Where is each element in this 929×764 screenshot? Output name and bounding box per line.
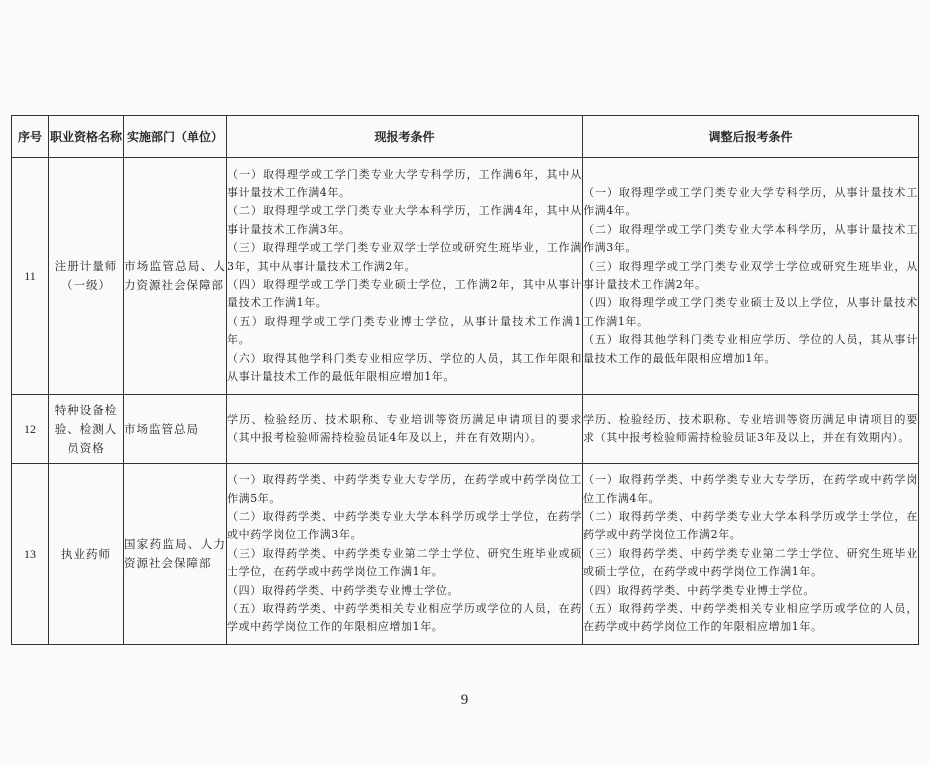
- table-row: [12, 464, 919, 645]
- adjusted-conditions: [583, 158, 919, 395]
- condition-item: （四）取得药学类、中药学类专业博士学位。: [227, 583, 459, 597]
- condition-item: （三）取得理学或工学门类专业双学士学位或研究生班毕业，工作满3年，其中从事计量技术工作满2年。: [227, 241, 582, 273]
- condition-item: 学历、检验经历、技术职称、专业培训等资历满足申请项目的要求（其中报考检验师需持检验员证4年及以上，并在有效期内）。: [227, 412, 582, 444]
- condition-item: （一）取得药学类、中药学类专业大专学历，在药学或中药学岗位工作满5年。: [227, 473, 582, 505]
- header-name: 职业资格名称: [49, 116, 124, 158]
- qualification-name: 特种设备检验、检测人员资格: [49, 395, 124, 464]
- condition-item: 学历、检验经历、技术职称、专业培训等资历满足申请项目的要求（其中报考检验师需持检验员证3年及以上，并在有效期内）。: [583, 412, 918, 444]
- header-current-conditions: 现报考条件: [227, 116, 583, 158]
- condition-item: （五）取得药学类、中药学类相关专业相应学历或学位的人员，在药学或中药学岗位工作的年限相应增加1年。: [227, 602, 582, 634]
- condition-item: （一）取得理学或工学门类专业大学专科学历，从事计量技术工作满4年。: [583, 185, 918, 218]
- current-conditions: [227, 158, 583, 395]
- condition-item: （一）取得理学或工学门类专业大学专科学历，工作满6年，其中从事计量技术工作满4年。: [227, 167, 582, 199]
- department: 市场监管总局: [124, 395, 227, 464]
- condition-item: （一）取得药学类、中药学类专业大专学历，在药学或中药学岗位工作满4年。: [583, 473, 918, 505]
- adjusted-conditions: [583, 464, 919, 645]
- row-number: 11: [12, 158, 49, 395]
- condition-item: （六）取得其他学科门类专业相应学历、学位的人员，其工作年限和从事计量技术工作的最低年限相应增加1年。: [227, 351, 582, 384]
- header-no: 序号: [12, 116, 49, 158]
- condition-item: （四）取得理学或工学门类专业硕士学位，工作满2年，其中从事计量技术工作满1年。: [227, 278, 582, 310]
- condition-item: （四）取得理学或工学门类专业硕士及以上学位，从事计量技术工作满1年。: [583, 296, 918, 328]
- qualification-name: 执业药师: [49, 464, 124, 645]
- current-conditions: [227, 395, 583, 464]
- condition-item: （三）取得理学或工学门类专业双学士学位或研究生班毕业，从事计量技术工作满2年。: [583, 259, 918, 291]
- row-number: 12: [12, 395, 49, 464]
- table-header-row: [12, 116, 919, 158]
- table-row: [12, 395, 919, 464]
- header-adjusted-conditions: 调整后报考条件: [583, 116, 919, 158]
- condition-item: （三）取得药学类、中药学类专业第二学士学位、研究生班毕业或硕士学位，在药学或中药学岗位工作满1年。: [583, 546, 918, 579]
- condition-item: （五）取得其他学科门类专业相应学历、学位的人员，其从事计量技术工作的最低年限相应增加1年。: [583, 333, 918, 365]
- condition-item: （二）取得药学类、中药学类专业大学本科学历或学士学位，在药学或中药学岗位工作满3年。: [227, 509, 582, 542]
- condition-item: （五）取得药学类、中药学类相关专业相应学历或学位的人员，在药学或中药学岗位工作的年限相应增加1年。: [583, 602, 918, 634]
- condition-item: （二）取得药学类、中药学类专业大学本科学历或学士学位，在药学或中药学岗位工作满2年。: [583, 509, 918, 542]
- condition-item: （三）取得药学类、中药学类专业第二学士学位、研究生班毕业或硕士学位，在药学或中药学岗位工作满1年。: [227, 546, 582, 579]
- adjusted-conditions: [583, 395, 919, 464]
- condition-item: （四）取得药学类、中药学类专业博士学位。: [583, 583, 815, 597]
- row-number: 13: [12, 464, 49, 645]
- header-dept: 实施部门（单位）: [124, 116, 227, 158]
- department: 市场监管总局、人力资源社会保障部: [124, 158, 227, 395]
- condition-item: （二）取得理学或工学门类专业大学本科学历，工作满4年，其中从事计量技术工作满3年。: [227, 204, 582, 236]
- qualification-name: 注册计量师（一级）: [49, 158, 124, 395]
- qualification-table: [11, 115, 919, 645]
- current-conditions: [227, 464, 583, 645]
- page-number: 9: [460, 692, 469, 708]
- condition-item: （五）取得理学或工学门类专业博士学位，从事计量技术工作满1年。: [227, 314, 582, 347]
- table-row: [12, 158, 919, 395]
- department: 国家药监局、人力资源社会保障部: [124, 464, 227, 645]
- condition-item: （二）取得理学或工学门类专业大学本科学历，从事计量技术工作满3年。: [583, 222, 918, 255]
